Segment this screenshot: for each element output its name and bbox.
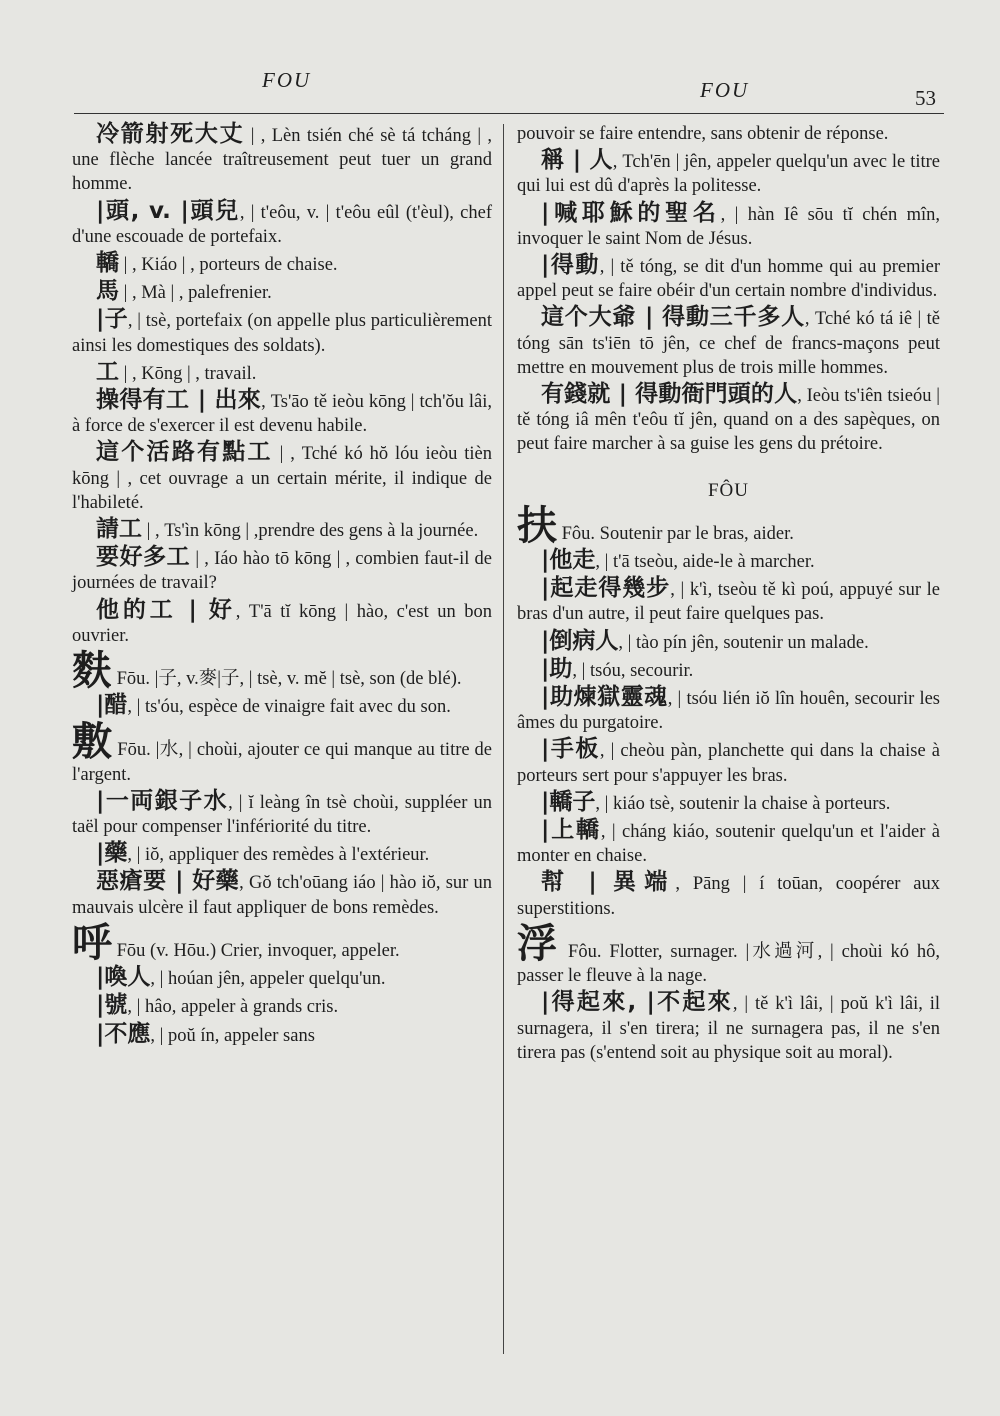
definition-text: , | hoúan jên, appeler quelqu'un. [150, 969, 386, 990]
dictionary-entry [72, 440, 492, 515]
chinese-phrase: 工 [96, 358, 119, 385]
dictionary-entry [517, 548, 940, 574]
dictionary-entry [72, 360, 492, 386]
chinese-phrase: |助 [541, 655, 573, 682]
dictionary-entry [72, 199, 492, 249]
header-rule [74, 113, 944, 114]
dictionary-entry [517, 629, 940, 655]
chinese-phrase: |藥 [96, 840, 128, 867]
chinese-phrase: |醋 [96, 692, 128, 719]
definition-text: , | kiáo tsè, soutenir la chaise à porteurs. [595, 793, 891, 814]
dictionary-entry [72, 122, 492, 197]
definition-text: | , Ts'ìn kōng | ,prendre des gens à la journée. [142, 521, 479, 542]
definition-text: Fôu. Flotter, surnager. |水過河, | choùi kó hô, passer le fleuve à la nage. [517, 941, 940, 987]
column-divider [503, 124, 504, 1354]
chinese-phrase: |號 [96, 992, 128, 1019]
headword-character: 敷 [72, 719, 113, 766]
definition-text: , | ts'óu, espèce de vinaigre fait avec du son. [127, 697, 451, 718]
definition-text: , | ĭ leàng în tsè choùi, suppléer un taël pour compenser l'infériorité du titre. [72, 792, 493, 838]
dictionary-entry [72, 251, 492, 277]
headword-entry [72, 719, 493, 786]
dictionary-entry [72, 388, 492, 438]
definition-text: Fōu. |子, v.麥|子, | tsè, v. mĕ | tsè, son (de blé). [112, 669, 462, 690]
definition-text: | , Lèn tsién ché sè tá tcháng | , une flèche lancée traîtreusement peut tuer un grand homme. [72, 126, 493, 195]
definition-text: , | tě k'ì lâi, | poŭ k'ì lâi, il surnagera, il s'en tirera; il ne surnagera pas, il ne s'en tirera pas (s'entend soit au physique soit au moral). [517, 994, 941, 1063]
chinese-phrase: 惡瘡要 | 好藥 [96, 868, 240, 895]
chinese-phrase: |子 [96, 306, 128, 333]
chinese-phrase: 有錢就 | 得動衙門頭的人 [541, 381, 798, 408]
chinese-phrase: 冷箭射死大丈 [96, 121, 245, 147]
definition-text: , | hâo, appeler à grands cris. [127, 997, 339, 1018]
dictionary-entry [72, 279, 492, 305]
definition-text: , Ieòu ts'iên tsieóu | tě tóng iâ mên t'eôu tĭ jên, quand on a des sapèques, on peut faire marcher à sa guise les gens du prétoire. [517, 386, 941, 455]
definition-text: | , Tché kó hŏ lóu ieòu tièn kōng | , cet ouvrage a un certain mérite, il indique de l'habileté. [72, 444, 492, 513]
dictionary-entry [72, 993, 492, 1019]
definition-text: pouvoir se faire entendre, sans obtenir de réponse. [517, 124, 889, 144]
dictionary-entry [517, 305, 940, 380]
definition-text: , Pāng | í toūan, coopérer aux superstitions. [517, 874, 940, 919]
definition-text: , | tsè, portefaix (on appelle plus particulièrement ainsi les domestiques des soldats). [72, 311, 492, 356]
headword-character: 麩 [72, 648, 112, 695]
dictionary-entry [72, 693, 492, 719]
chinese-phrase: 要好多工 [96, 544, 191, 571]
chinese-phrase: 馬 [96, 278, 119, 305]
dictionary-entry [72, 517, 492, 543]
headword-character: 浮 [517, 920, 561, 967]
dictionary-entry [72, 789, 492, 839]
dictionary-entry [517, 990, 940, 1065]
dictionary-entry [517, 201, 940, 251]
dictionary-entry [72, 307, 492, 357]
definition-text: , Tché kó tá iê | tě tóng sān ts'iēn tō jên, ce chef de francs-maçons peut mettre en mouvement plus de trois mille hommes. [517, 309, 940, 378]
definition-text: , | hàn Iê sōu tĭ chén mîn, invoquer le saint Nom de Jésus. [517, 204, 940, 249]
dictionary-entry [517, 737, 940, 787]
chinese-phrase: |得起來, |不起來 [541, 989, 733, 1016]
running-head-right: FOU [700, 78, 750, 102]
headword-entry [517, 502, 940, 549]
chinese-phrase: |轎子 [541, 788, 596, 815]
chinese-phrase: 這个活路有點工 [96, 439, 273, 466]
headword-entry [517, 920, 940, 988]
section-heading: FÔU [707, 479, 749, 501]
dictionary-entry [72, 545, 492, 595]
chinese-phrase: 請工 [96, 516, 142, 543]
chinese-phrase: |不應 [96, 1020, 151, 1047]
chinese-phrase: |喚人 [96, 964, 151, 991]
definition-text: , | iŏ, appliquer des remèdes à l'extérieur. [127, 845, 430, 866]
chinese-phrase: |他走 [541, 547, 596, 574]
dictionary-entry [72, 965, 492, 991]
dictionary-entry [517, 148, 940, 198]
chinese-phrase: 稱 | 人 [541, 147, 613, 174]
dictionary-entry [517, 818, 940, 868]
definition-text: , | t'ā tseòu, aide-le à marcher. [595, 552, 815, 573]
definition-text: , | tào pín jên, soutenir un malade. [618, 632, 869, 653]
definition-text: , | cháng kiáo, soutenir quelqu'un et l'aider à monter en chaise. [517, 822, 940, 867]
chinese-phrase: 幇 | 異端 [541, 869, 676, 896]
definition-text: , | cheòu pàn, planchette qui dans la chaise à porteurs sert pour s'appuyer les bras. [517, 741, 941, 786]
chinese-phrase: 這个大爺 | 得動三千多人 [541, 304, 805, 331]
definition-text: | , Kiáo | , porteurs de chaise. [119, 255, 338, 276]
dictionary-entry [72, 869, 492, 919]
definition-text: , | k'ì, tseòu tě kì poú, appuyé sur le bras d'un autre, il peut faire quelques pas. [517, 580, 940, 625]
chinese-phrase: |頭, v. |頭兒 [96, 197, 240, 224]
left-column [72, 122, 492, 1050]
definition-text: , | t'eôu, v. | t'eôu eûl (t'èul), chef d'une escouade de portefaix. [72, 202, 492, 247]
page-number: 53 [915, 86, 936, 110]
dictionary-entry [517, 870, 940, 920]
definition-text: | , Iáo hào tō kōng | , combien faut-il de journées de travail? [72, 549, 492, 594]
dictionary-entry [72, 598, 492, 648]
chinese-phrase: |起走得幾步 [541, 575, 671, 602]
headword-entry [72, 648, 492, 695]
chinese-phrase: |得動 [541, 252, 600, 279]
dictionary-entry [517, 685, 940, 735]
dictionary-entry [517, 790, 940, 816]
chinese-phrase: |喊耶穌的聖名 [541, 199, 721, 226]
dictionary-entry [517, 576, 940, 626]
dictionary-entry [517, 657, 940, 683]
headword-character: 呼 [72, 919, 112, 966]
definition-text: | , Mà | , palefrenier. [119, 283, 272, 304]
dictionary-entry [517, 382, 940, 457]
chinese-phrase: |上轎 [541, 817, 601, 844]
definition-text: , | tsóu lién iŏ lîn houên, secourir les âmes du purgatoire. [517, 689, 940, 734]
definition-text: , Gŏ tch'oūang iáo | hào iŏ, sur un mauvais ulcère il faut appliquer de bons remèdes. [72, 873, 492, 918]
dictionary-entry [72, 1022, 492, 1048]
headword-character: 扶 [517, 502, 557, 549]
definition-text: Fōu. |水, | choùi, ajouter ce qui manque au titre de l'argent. [72, 740, 493, 785]
definition-text: | , Kōng | , travail. [119, 363, 257, 384]
chinese-phrase: |助煉獄靈魂 [541, 684, 668, 711]
definition-text: , | tě tóng, se dit d'un homme qui au premier appel peut se faire obéir d'un certain nombre d'individus. [517, 257, 940, 302]
headword-entry [72, 919, 492, 966]
dictionary-entry [517, 253, 940, 303]
definition-text: Fôu. Soutenir par le bras, aider. [557, 523, 794, 544]
chinese-phrase: 他的工 | 好 [96, 596, 236, 623]
dictionary-entry [72, 841, 492, 867]
definition-text: , Ts'āo tě ieòu kōng | tch'ŏu lâi, à force de s'exercer il est devenu habile. [72, 392, 492, 437]
definition-text: , | poŭ ín, appeler sans [150, 1025, 315, 1046]
chinese-phrase: 操得有工 | 出來 [96, 387, 262, 414]
chinese-phrase: |手板 [541, 736, 600, 763]
chinese-phrase: 轎 [96, 250, 119, 277]
chinese-phrase: |一両銀子水 [96, 787, 229, 814]
definition-text: , | tsóu, secourir. [572, 660, 694, 681]
chinese-phrase: |倒病人 [541, 627, 619, 654]
right-column [517, 122, 940, 1067]
definition-text: , Tch'ēn | jên, appeler quelqu'un avec le titre qui lui est dû d'après la politesse. [517, 152, 941, 197]
definition-text: , T'ā tĭ kōng | hào, c'est un bon ouvrier. [72, 601, 492, 646]
dictionary-entry [517, 122, 940, 146]
definition-text: Fōu (v. Hōu.) Crier, invoquer, appeler. [112, 940, 400, 961]
running-head-left: FOU [262, 68, 312, 92]
